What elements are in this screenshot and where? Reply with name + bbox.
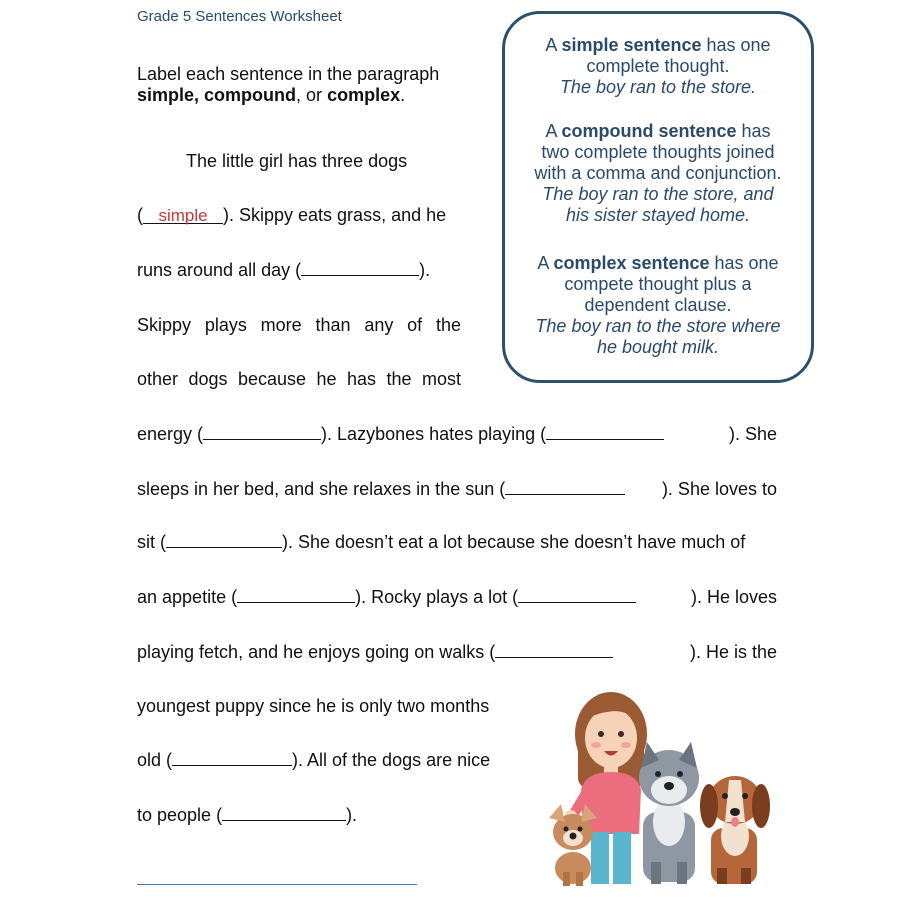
- brown-dog: [700, 776, 770, 884]
- answer-blank-7[interactable]: [237, 588, 355, 603]
- answer-blank-5[interactable]: [505, 480, 625, 495]
- paragraph-line-7: sleeps in her bed, and she relaxes in the sun ( ). She loves to: [137, 479, 777, 499]
- term-compound: compound: [204, 85, 297, 105]
- footer-divider: [137, 884, 417, 885]
- paragraph-line-11: youngest puppy since he is only two months: [137, 696, 490, 716]
- instructions-period: .: [400, 85, 406, 105]
- simple-example: The boy ran to the store.: [559, 77, 757, 97]
- answer-blank-10[interactable]: [172, 751, 292, 766]
- term-simple: simple: [137, 85, 195, 105]
- paragraph-line-5: other dogs because he has the most: [137, 369, 461, 389]
- complex-term: complex sentence: [553, 253, 710, 273]
- answer-blank-4[interactable]: [546, 425, 664, 440]
- answer-blank-11[interactable]: [222, 806, 346, 821]
- answer-blank-2[interactable]: [301, 261, 419, 276]
- comma-1: ,: [194, 85, 205, 105]
- compound-example-2: his sister stayed home.: [565, 205, 751, 225]
- answer-blank-8[interactable]: [518, 588, 636, 603]
- paragraph-line-1: The little girl has three dogs: [186, 151, 408, 171]
- simple-rule: A simple sentence has one complete thought. The boy ran to the store.: [545, 35, 771, 97]
- answer-blank-1[interactable]: simple: [143, 209, 223, 224]
- girl-with-dogs-illustration: [535, 672, 785, 888]
- simple-term: simple sentence: [561, 35, 702, 55]
- sentence-types-box: [502, 11, 814, 383]
- paragraph-line-9: an appetite ( ). Rocky plays a lot ( ). He loves: [137, 587, 777, 607]
- paragraph-line-6: energy ( ). Lazybones hates playing ( ). She: [137, 424, 777, 444]
- worksheet-title: Grade 5 Sentences Worksheet: [137, 8, 342, 25]
- term-complex: complex: [327, 85, 401, 105]
- instructions-line-2: [137, 85, 439, 106]
- instructions-line-1: Label each sentence in the paragraph: [137, 64, 440, 84]
- gray-dog: [639, 742, 699, 884]
- complex-example-2: he bought milk.: [596, 337, 720, 357]
- compound-term: compound sentence: [561, 121, 737, 141]
- answer-blank-3[interactable]: [203, 425, 321, 440]
- answer-blank-9[interactable]: [495, 643, 613, 658]
- complex-rule: A complex sentence has one compete thought plus a dependent clause. The boy ran to the store where he bought milk.: [535, 253, 781, 357]
- compound-example-1: The boy ran to the store, and: [542, 184, 774, 204]
- paragraph-line-13: to people ( ).: [137, 805, 358, 825]
- paragraph-line-4: Skippy plays more than any of the: [137, 315, 461, 335]
- complex-example-1: The boy ran to the store where: [535, 316, 781, 336]
- or-text: , or: [296, 85, 328, 105]
- answer-blank-6[interactable]: [166, 533, 282, 548]
- paragraph-line-8: sit ( ). She doesn’t eat a lot because she doesn’t have much of: [137, 532, 746, 552]
- paragraph-line-10: playing fetch, and he enjoys going on walks ( ). He is the: [137, 642, 777, 662]
- small-puppy: [549, 804, 597, 886]
- paragraph-line-2: ( simple ). Skippy eats grass, and he: [137, 205, 447, 225]
- compound-rule: A compound sentence has two complete thoughts joined with a comma and conjunction. The boy ran to the store, and his sister stayed home.: [534, 121, 782, 225]
- paragraph-line-3: runs around all day ( ).: [137, 260, 431, 280]
- instructions: [137, 64, 439, 106]
- paragraph-line-12: old ( ). All of the dogs are nice: [137, 750, 491, 770]
